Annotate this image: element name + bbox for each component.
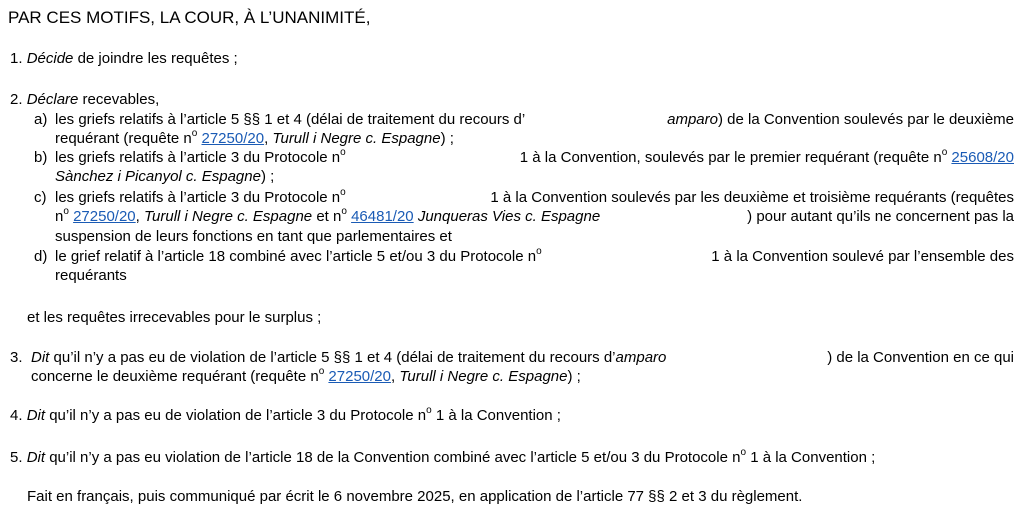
text-segment: le grief relatif à l’article 18 combiné avec l’article 5 et/ou 3 du Protocole n xyxy=(55,248,537,265)
ordinal-sup: o xyxy=(63,206,69,217)
ordinal-sup: o xyxy=(318,366,325,377)
item-2-tail: et les requêtes irrecevables pour le surplus ; xyxy=(27,309,322,326)
item-number: 4. xyxy=(10,407,23,424)
item-3-line-1 xyxy=(31,348,1014,367)
sub-item-d-letter: d) xyxy=(34,248,48,265)
text-segment: ) ; xyxy=(440,130,454,147)
ordinal-sup: o xyxy=(426,405,432,416)
sub-item-c-line-1 xyxy=(55,188,1014,207)
item-number: 1. xyxy=(10,50,23,67)
text-segment: qu’il n’y a pas eu de violation de l’article 5 §§ 1 et 4 (délai de traitement du recours d’ xyxy=(53,349,616,366)
item-4 xyxy=(10,406,561,425)
text-segment: 1 à la Convention ; xyxy=(750,449,876,466)
ordinal-sup: o xyxy=(340,187,346,198)
item-text: recevables, xyxy=(82,91,160,108)
operative-heading: PAR CES MOTIFS, LA COUR, À L’UNANIMITÉ, xyxy=(8,8,371,27)
case-name: Junqueras Vies c. Espagne xyxy=(417,208,601,225)
text-segment: les griefs relatifs à l’article 3 du Protocole n xyxy=(55,189,341,206)
item-verb: Décide xyxy=(26,50,74,67)
text-segment: ) pour autant qu’ils ne concernent pas la xyxy=(747,208,1014,225)
text-segment: 1 à la Convention ; xyxy=(435,407,561,424)
item-verb: Dit xyxy=(26,449,46,466)
item-2 xyxy=(10,90,159,109)
item-1 xyxy=(10,49,238,68)
item-text: de joindre les requêtes ; xyxy=(77,50,238,67)
item-number: 5. xyxy=(10,449,23,466)
item-verb: Dit xyxy=(26,407,46,424)
text-segment: ) ; xyxy=(567,368,581,385)
sub-item-d-line-1 xyxy=(55,247,1014,266)
application-link-25608-20[interactable]: 25608/20 xyxy=(951,149,1014,166)
application-link-27250-20[interactable]: 27250/20 xyxy=(328,368,391,385)
text-segment: les griefs relatifs à l’article 5 §§ 1 et 4 (délai de traitement du recours d’ xyxy=(55,111,526,128)
sub-item-b-letter: b) xyxy=(34,149,48,166)
sub-item-a-line-1 xyxy=(55,110,1014,129)
sub-item-c-letter: c) xyxy=(34,189,47,206)
case-name: Turull i Negre c. Espagne xyxy=(144,208,313,225)
text-segment: concerne le deuxième requérant (requête n xyxy=(31,368,319,385)
case-name: Turull i Negre c. Espagne xyxy=(399,368,568,385)
item-verb: Dit xyxy=(31,349,50,366)
application-link-27250-20[interactable]: 27250/20 xyxy=(201,130,265,147)
sub-item-b-line-1 xyxy=(55,148,1014,167)
sub-item-a-letter: a) xyxy=(34,111,48,128)
ordinal-sup: o xyxy=(740,447,747,458)
text-segment: 1 à la Convention soulevé par l’ensemble des xyxy=(711,248,1014,265)
sub-item-b-line-2 xyxy=(55,167,274,186)
text-segment: requérant (requête n xyxy=(55,130,192,147)
sub-item-c-line-2: $n^o$ 27250/20, Turull i Negre c. Espagne et $n^o$ 46481/20 Junqueras Vies c. Espagne ) pour autant qu’ils ne concernent pas la xyxy=(55,206,1014,225)
case-name: Turull i Negre c. Espagne xyxy=(272,130,441,147)
closing-statement: Fait en français, puis communiqué par écrit le 6 novembre 2025, en application de l’article 77 §§ 2 et 3 du règlement. xyxy=(27,488,803,505)
italic-term: amparo xyxy=(667,111,718,128)
sub-item-d-line-2: requérants xyxy=(55,267,127,284)
text-segment: qu’il n’y a pas eu violation de l’article 18 de la Convention combiné avec l’article 5 et/ou 3 du Protocole n xyxy=(49,449,741,466)
italic-term: amparo xyxy=(615,349,667,366)
item-3-number: 3. xyxy=(10,349,23,366)
application-link-46481-20[interactable]: 46481/20 xyxy=(351,208,414,225)
text-segment: 1 à la Convention, soulevés par le premier requérant (requête n xyxy=(519,149,942,166)
sub-item-a-line-2: requérant (requête $n^o$ 27250/20, Turull i Negre c. Espagne) ; xyxy=(55,128,454,147)
item-5 xyxy=(10,448,875,467)
sub-item-c-line-3: suspension de leurs fonctions en tant que parlementaires et xyxy=(55,228,452,245)
text-segment: n xyxy=(55,208,64,225)
ordinal-sup: o xyxy=(340,147,346,158)
application-link-27250-20[interactable]: 27250/20 xyxy=(73,208,136,225)
case-name: Sànchez i Picanyol c. Espagne xyxy=(55,168,261,185)
ordinal-sup: o xyxy=(941,147,948,158)
text-segment: qu’il n’y a pas eu de violation de l’article 3 du Protocole n xyxy=(49,407,427,424)
item-3-line-2: concerne le deuxième requérant (requête $n^o$ 27250/20, Turull i Negre c. Espagne) ; xyxy=(31,366,581,385)
ordinal-sup: o xyxy=(536,246,542,257)
text-segment: ) ; xyxy=(260,168,275,185)
text-segment: et n xyxy=(316,208,342,225)
text-segment: ) de la Convention en ce qui xyxy=(827,349,1014,366)
text-segment: 1 à la Convention soulevés par les deuxième et troisième requérants (requêtes xyxy=(490,189,1014,206)
item-number: 2. xyxy=(10,91,23,108)
item-verb: Déclare xyxy=(26,91,79,108)
text-segment: ) de la Convention soulevés par le deuxième xyxy=(717,111,1014,128)
ordinal-sup: o xyxy=(341,206,347,217)
ordinal-sup: o xyxy=(191,128,198,139)
text-segment: les griefs relatifs à l’article 3 du Protocole n xyxy=(55,149,341,166)
